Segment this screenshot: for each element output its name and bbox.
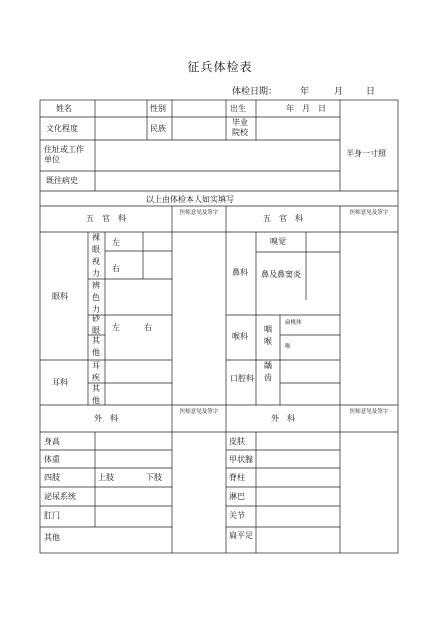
nose-label: 鼻科 xyxy=(232,268,248,277)
date-day: 日 xyxy=(366,87,376,97)
height-label: 身高 xyxy=(44,437,60,446)
surgery-right-heading: 外 科 xyxy=(271,414,295,423)
anus-label: 肛门 xyxy=(44,511,60,520)
color-vision-label: 辨色力 xyxy=(92,281,100,314)
upper-limb-label: 上肢 xyxy=(98,473,114,482)
weight-label: 体重 xyxy=(44,455,60,464)
throat-label: 喉科 xyxy=(232,332,248,341)
date-month: 月 xyxy=(334,87,344,97)
trachoma-label: 砂眼 xyxy=(92,314,100,335)
sinus-label: 鼻及鼻窦炎 xyxy=(261,270,301,279)
lower-limb-label: 下肢 xyxy=(146,473,162,482)
birth-ymd: 年 月 日 xyxy=(286,104,326,113)
date-year: 年 xyxy=(300,87,310,97)
limbs-label: 四肢 xyxy=(44,473,60,482)
naked-vision-label: 裸眼视力 xyxy=(92,233,100,278)
surgery-doctor-left: 医师意见及签字 xyxy=(179,409,219,415)
name-label: 姓名 xyxy=(56,104,72,113)
ear-other-label: 其他 xyxy=(92,384,100,405)
address-label: 住址或工作 单位 xyxy=(44,145,84,164)
teeth-label: 龋齿 xyxy=(264,361,272,382)
wuguan-left-heading: 五 官 科 xyxy=(86,214,126,223)
eye-other-label: 其他 xyxy=(92,336,100,357)
joint-label: 关节 xyxy=(229,511,245,520)
doctor-opinion-right: 医师意见及签字 xyxy=(349,210,389,216)
vision-left-label: 左 xyxy=(112,238,120,247)
tonsil-label: 扁桃体 xyxy=(285,320,302,326)
doctor-opinion-left: 医师意见及签字 xyxy=(179,210,219,216)
school-label: 毕业 院校 xyxy=(232,118,248,137)
surgery-other-label: 其他 xyxy=(44,533,60,542)
wuguan-right-heading: 五 官 科 xyxy=(263,214,303,223)
surgery-doctor-right: 医师意见及签字 xyxy=(349,409,389,415)
surgery-left-heading: 外 科 xyxy=(94,414,118,423)
mouth-label: 口腔科 xyxy=(230,374,254,383)
history-label: 既往病史 xyxy=(46,176,78,185)
ethnicity-label: 民族 xyxy=(150,124,166,133)
flatfoot-label: 扁平足 xyxy=(229,531,253,540)
gender-label: 性别 xyxy=(150,104,166,113)
eye-label: 眼科 xyxy=(52,292,68,301)
ear-label: 耳科 xyxy=(52,378,68,387)
larynx-label: 喉 xyxy=(285,344,291,350)
trachoma-lr: 左 右 xyxy=(112,323,152,332)
ear-disease-label: 耳疾 xyxy=(92,361,100,382)
smell-label: 嗅觉 xyxy=(270,237,286,246)
skin-label: 皮肤 xyxy=(229,437,245,446)
lymph-label: 淋巴 xyxy=(229,492,245,501)
pharynx-label: 咽喉 xyxy=(264,325,272,346)
education-label: 文化程度 xyxy=(46,124,78,133)
urinary-label: 泌尿系统 xyxy=(44,492,76,501)
birth-label: 出生 xyxy=(230,104,246,113)
date-label: 体检日期： xyxy=(232,87,278,97)
vision-right-label: 右 xyxy=(112,264,120,273)
thyroid-label: 甲状腺 xyxy=(229,455,253,464)
self-fill-note: 以上由体检本人如实填写 xyxy=(146,195,234,204)
form-title: 征兵体检表 xyxy=(187,60,253,74)
spine-label: 脊柱 xyxy=(229,473,245,482)
photo-label: 半身一寸照 xyxy=(346,149,386,158)
